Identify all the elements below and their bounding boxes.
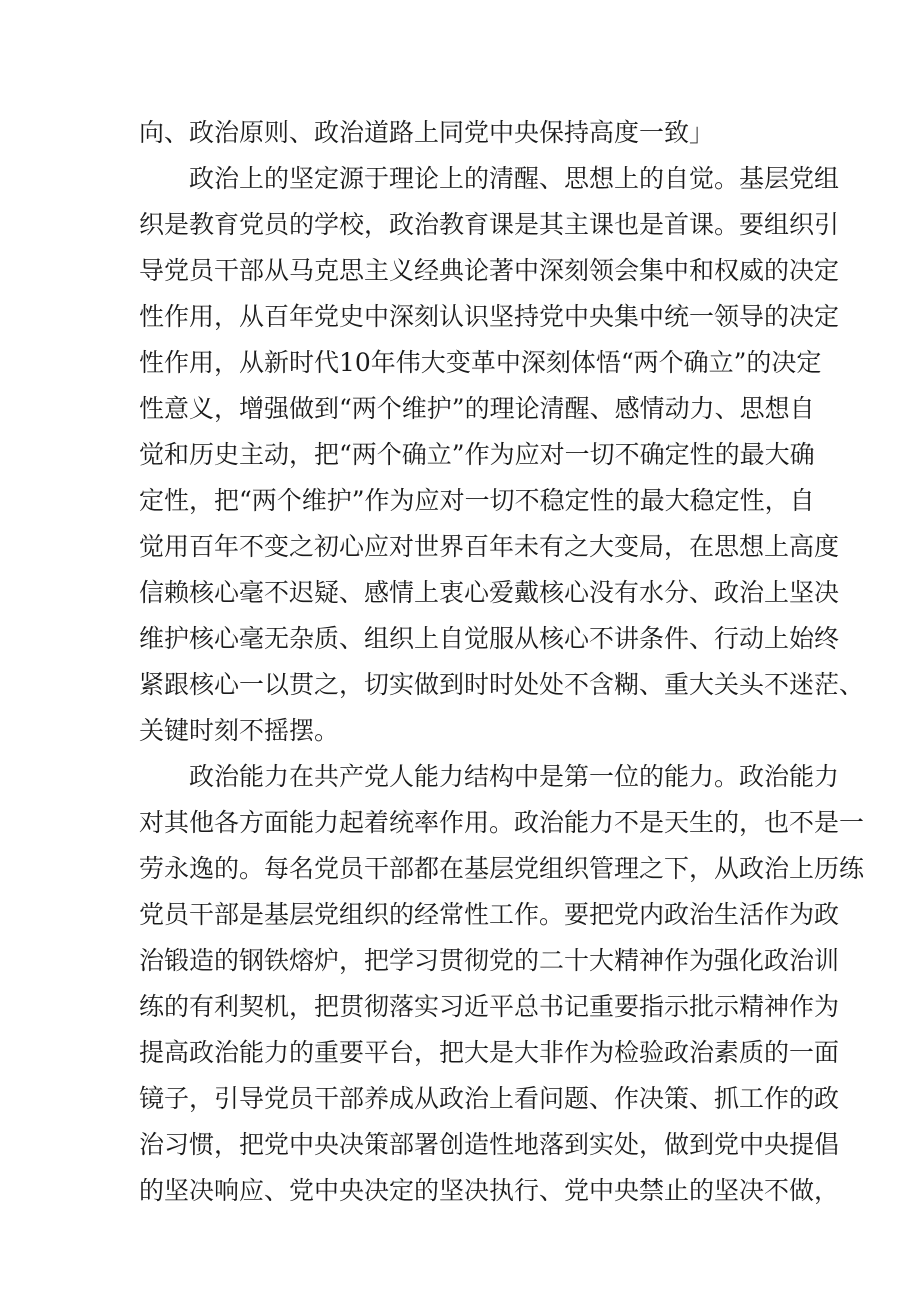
text-line: 性作用，从新时代10年伟大变革中深刻体悟“两个确立”的决定 (139, 348, 822, 377)
paragraph (139, 110, 789, 156)
text-line: 提高政治能力的重要平台，把大是大非作为检验政治素质的一面 (139, 1038, 840, 1067)
text-line: 性作用，从百年党史中深刻认识坚持党中央集中统一领导的决定 (139, 302, 840, 331)
text-line: 导党员干部从马克思主义经典论著中深刻领会集中和权威的决定 (139, 256, 840, 285)
document-body (139, 110, 865, 1214)
text-line: 治锻造的钢铁熔炉，把学习贯彻党的二十大精神作为强化政治训 (139, 946, 840, 975)
paragraph (139, 156, 865, 754)
text-line: 维护核心毫无杂质、组织上自觉服从核心不讲条件、行动上始终 (139, 624, 840, 653)
text-line: 觉和历史主动，把“两个确立”作为应对一切不确定性的最大确 (139, 440, 815, 469)
text-line: 向、政治原则、政治道路上同党中央保持高度一致」 (139, 118, 715, 147)
text-line: 对其他各方面能力起着统率作用。政治能力不是天生的，也不是一 (139, 808, 865, 837)
text-line: 镜子，引导党员干部养成从政治上看问题、作决策、抓工作的政 (139, 1084, 840, 1113)
text-line: 党员干部是基层党组织的经常性工作。要把党内政治生活作为政 (139, 900, 840, 929)
text-line: 政治上的坚定源于理论上的清醒、思想上的自觉。基层党组 (189, 164, 840, 193)
text-line: 织是教育党员的学校，政治教育课是其主课也是首课。要组织引 (139, 210, 840, 239)
text-line: 劳永逸的。每名党员干部都在基层党组织管理之下，从政治上历练 (139, 854, 865, 883)
text-line: 性意义，增强做到“两个维护”的理论清醒、感情动力、思想自 (139, 394, 815, 423)
text-line: 定性，把“两个维护”作为应对一切不稳定性的最大稳定性，自 (139, 486, 815, 515)
text-line: 关键时刻不摇摆。 (139, 716, 340, 745)
text-line: 治习惯，把党中央决策部署创造性地落到实处，做到党中央提倡 (139, 1130, 840, 1159)
text-line: 的坚决响应、党中央决定的坚决执行、党中央禁止的坚决不做， (139, 1176, 840, 1205)
paragraph (139, 754, 865, 1214)
text-line: 觉用百年不变之初心应对世界百年未有之大变局，在思想上高度 (139, 532, 840, 561)
text-line: 练的有利契机，把贯彻落实习近平总书记重要指示批示精神作为 (139, 992, 840, 1021)
text-line: 政治能力在共产党人能力结构中是第一位的能力。政治能力 (189, 762, 840, 791)
text-line: 信赖核心毫不迟疑、感情上衷心爱戴核心没有水分、政治上坚决 (139, 578, 840, 607)
text-line: 紧跟核心一以贯之，切实做到时时处处不含糊、重大关头不迷茫、 (139, 670, 865, 699)
